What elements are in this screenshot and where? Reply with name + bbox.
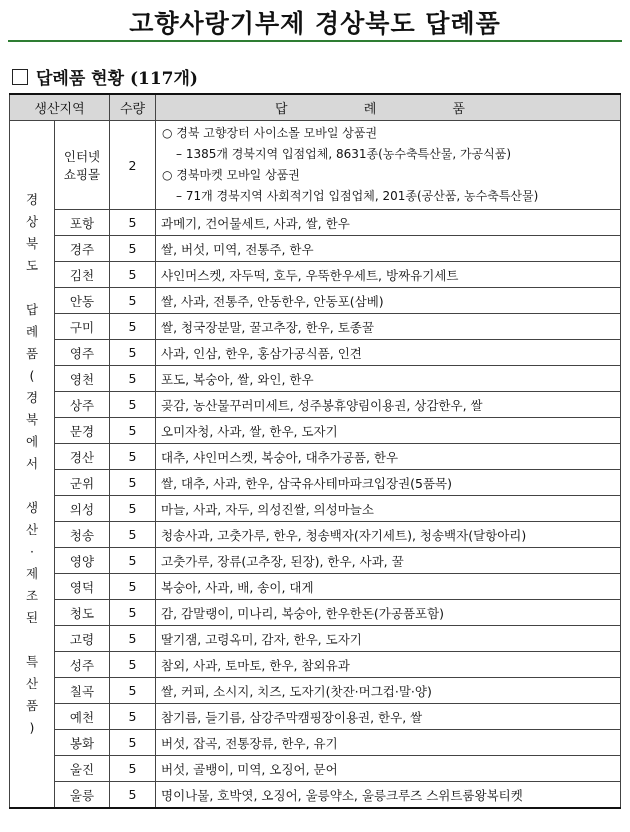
- region-cell: 경주: [55, 236, 110, 262]
- province-label-char: 답: [25, 302, 39, 317]
- table-row: [10, 678, 621, 704]
- table-row: [10, 782, 621, 809]
- header-region: 생산지역: [10, 94, 110, 121]
- quantity-cell: 5: [110, 444, 156, 470]
- province-label-char: 된: [25, 610, 39, 625]
- region-cell: 울진: [55, 756, 110, 782]
- gift-items-cell: 대추, 샤인머스켓, 복숭아, 대추가공품, 한우: [156, 444, 621, 470]
- province-label-char: 경: [25, 192, 39, 207]
- province-label-char: 품: [25, 698, 39, 713]
- table-row: [10, 496, 621, 522]
- province-label-char: 도: [25, 258, 39, 273]
- province-label-char: 품: [25, 346, 39, 361]
- gift-items-cell: 쌀, 대추, 사과, 한우, 삼국유사테마파크입장권(5품목): [156, 470, 621, 496]
- quantity-cell: 5: [110, 652, 156, 678]
- province-label-char: [10, 629, 54, 651]
- quantity-cell: 5: [110, 522, 156, 548]
- quantity-cell: 5: [110, 470, 156, 496]
- region-cell: 상주: [55, 392, 110, 418]
- quantity-cell: 5: [110, 418, 156, 444]
- province-label-char: 례: [25, 324, 39, 339]
- table-row: [10, 652, 621, 678]
- region-cell: 고령: [55, 626, 110, 652]
- table-row: [10, 288, 621, 314]
- gift-items-cell: 쌀, 청국장분말, 꿀고추장, 한우, 토종꿀: [156, 314, 621, 340]
- region-cell: 영천: [55, 366, 110, 392]
- province-label-char: 제: [25, 566, 39, 581]
- quantity-cell: 5: [110, 392, 156, 418]
- region-cell: 영양: [55, 548, 110, 574]
- province-label: [10, 121, 55, 809]
- region-cell: 안동: [55, 288, 110, 314]
- province-label-char: 서: [25, 456, 39, 471]
- gift-items-cell: 참기름, 들기름, 삼강주막캠핑장이용권, 한우, 쌀: [156, 704, 621, 730]
- gift-items-cell: 샤인머스켓, 자두떡, 호두, 우뚝한우세트, 방짜유기세트: [156, 262, 621, 288]
- gift-items-cell: 과메기, 건어물세트, 사과, 쌀, 한우: [156, 210, 621, 236]
- quantity-cell: 5: [110, 704, 156, 730]
- gift-items-cell: 감, 감말랭이, 미나리, 복숭아, 한우한돈(가공품포함): [156, 600, 621, 626]
- gift-items-cell: 참외, 사과, 토마토, 한우, 참외유과: [156, 652, 621, 678]
- region-cell: 경산: [55, 444, 110, 470]
- region-cell: 성주: [55, 652, 110, 678]
- region-cell: 청송: [55, 522, 110, 548]
- header-gifts: 답 례 품: [156, 94, 621, 121]
- table-row: [10, 262, 621, 288]
- province-label-char: 에: [25, 434, 39, 449]
- province-label-char: 생: [25, 500, 39, 515]
- region-cell: 포항: [55, 210, 110, 236]
- checkbox-square-icon: [12, 69, 28, 85]
- region-cell: 영주: [55, 340, 110, 366]
- table-row: [10, 574, 621, 600]
- table-row: [10, 730, 621, 756]
- table-row: [10, 548, 621, 574]
- quantity-cell: 5: [110, 782, 156, 809]
- online-line: ○ 경북 고향장터 사이소몰 모바일 상품권: [162, 126, 378, 140]
- title-underline: [8, 40, 622, 42]
- province-label-char: [10, 475, 54, 497]
- gift-items-cell: 명이나물, 호박엿, 오징어, 울릉약소, 울릉크루즈 스위트룸왕복티켓: [156, 782, 621, 809]
- table-row: [10, 340, 621, 366]
- province-label-char: [10, 277, 54, 299]
- gift-items-cell: 버섯, 골뱅이, 미역, 오징어, 문어: [156, 756, 621, 782]
- page-title: 고향사랑기부제 경상북도 답례품: [129, 9, 501, 38]
- header-quantity: 수량: [110, 94, 156, 121]
- table-row: [10, 418, 621, 444]
- gift-items-cell: 쌀, 커피, 소시지, 치즈, 도자기(찻잔·머그컵·말·양): [156, 678, 621, 704]
- gift-items-cell: 마늘, 사과, 자두, 의성진쌀, 의성마늘소: [156, 496, 621, 522]
- gift-items-cell: 딸기잼, 고령옥미, 감자, 한우, 도자기: [156, 626, 621, 652]
- gift-items-cell: 복숭아, 사과, 배, 송이, 대게: [156, 574, 621, 600]
- quantity-cell: 5: [110, 366, 156, 392]
- table-row: [10, 444, 621, 470]
- region-cell: 청도: [55, 600, 110, 626]
- gift-items-cell: 오미자청, 사과, 쌀, 한우, 도자기: [156, 418, 621, 444]
- quantity-cell: 5: [110, 288, 156, 314]
- gift-items-cell: 버섯, 잡곡, 전통장류, 한우, 유기: [156, 730, 621, 756]
- section-heading-text: 답례품 현황 (117개): [36, 69, 198, 89]
- quantity-cell: 5: [110, 756, 156, 782]
- region-cell: 영덕: [55, 574, 110, 600]
- quantity-cell: 5: [110, 262, 156, 288]
- quantity-cell: 5: [110, 574, 156, 600]
- table-row: [10, 704, 621, 730]
- province-label-char: ·: [30, 544, 34, 559]
- province-label-char: 상: [25, 214, 39, 229]
- region-cell: 울릉: [55, 782, 110, 809]
- gift-items-cell: 사과, 인삼, 한우, 홍삼가공식품, 인견: [156, 340, 621, 366]
- region-cell: 구미: [55, 314, 110, 340]
- province-label-char: 산: [25, 676, 39, 691]
- region-cell: 김천: [55, 262, 110, 288]
- gift-items-cell: 쌀, 버섯, 미역, 전통주, 한우: [156, 236, 621, 262]
- table-row: [10, 236, 621, 262]
- table-row: [10, 626, 621, 652]
- online-region-line2: 쇼핑몰: [63, 167, 101, 182]
- table-row: [10, 470, 621, 496]
- region-cell: 봉화: [55, 730, 110, 756]
- table-row: [10, 600, 621, 626]
- province-label-char: 특: [25, 654, 39, 669]
- quantity-cell: 5: [110, 730, 156, 756]
- table-row: [10, 314, 621, 340]
- quantity-cell: 5: [110, 496, 156, 522]
- quantity-cell: 5: [110, 340, 156, 366]
- table-row: [10, 392, 621, 418]
- quantity-cell: 5: [110, 210, 156, 236]
- province-label-char: 산: [25, 522, 39, 537]
- quantity-cell: 5: [110, 236, 156, 262]
- region-cell: 군위: [55, 470, 110, 496]
- section-heading: [12, 64, 198, 89]
- table-row: [10, 756, 621, 782]
- region-cell: 칠곡: [55, 678, 110, 704]
- gift-items-cell: 쌀, 사과, 전통주, 안동한우, 안동포(삼베): [156, 288, 621, 314]
- quantity-cell: 5: [110, 678, 156, 704]
- quantity-cell: 5: [110, 548, 156, 574]
- province-label-char: (: [29, 368, 35, 383]
- online-line: – 1385개 경북지역 입점업체, 8631종(농수축특산물, 가공식품): [176, 147, 511, 161]
- region-cell: 문경: [55, 418, 110, 444]
- table-row: [10, 366, 621, 392]
- gift-items-cell: 곶감, 농산물꾸러미세트, 성주봉휴양림이용권, 상감한우, 쌀: [156, 392, 621, 418]
- online-quantity: 2: [110, 121, 156, 210]
- province-label-char: 북: [25, 412, 39, 427]
- table-row: [10, 522, 621, 548]
- table-row: [10, 210, 621, 236]
- quantity-cell: 5: [110, 600, 156, 626]
- province-label-char: 경: [25, 390, 39, 405]
- gift-items-cell: 고춧가루, 장류(고추장, 된장), 한우, 사과, 꿀: [156, 548, 621, 574]
- gift-table: [9, 93, 621, 809]
- online-region-line1: 인터넷: [63, 149, 101, 164]
- quantity-cell: 5: [110, 314, 156, 340]
- gift-items-cell: 청송사과, 고춧가루, 한우, 청송백자(자기세트), 청송백자(달항아리): [156, 522, 621, 548]
- region-cell: 의성: [55, 496, 110, 522]
- province-label-char: ): [29, 720, 35, 735]
- province-label-char: 조: [25, 588, 39, 603]
- online-line: ○ 경북마켓 모바일 상품권: [162, 168, 300, 182]
- online-region: [55, 121, 110, 210]
- quantity-cell: 5: [110, 626, 156, 652]
- online-line: – 71개 경북지역 사회적기업 입점업체, 201종(공산품, 농수축특산물): [176, 189, 539, 203]
- region-cell: 예천: [55, 704, 110, 730]
- online-items: [156, 121, 621, 210]
- gift-items-cell: 포도, 복숭아, 쌀, 와인, 한우: [156, 366, 621, 392]
- province-label-char: 북: [25, 236, 39, 251]
